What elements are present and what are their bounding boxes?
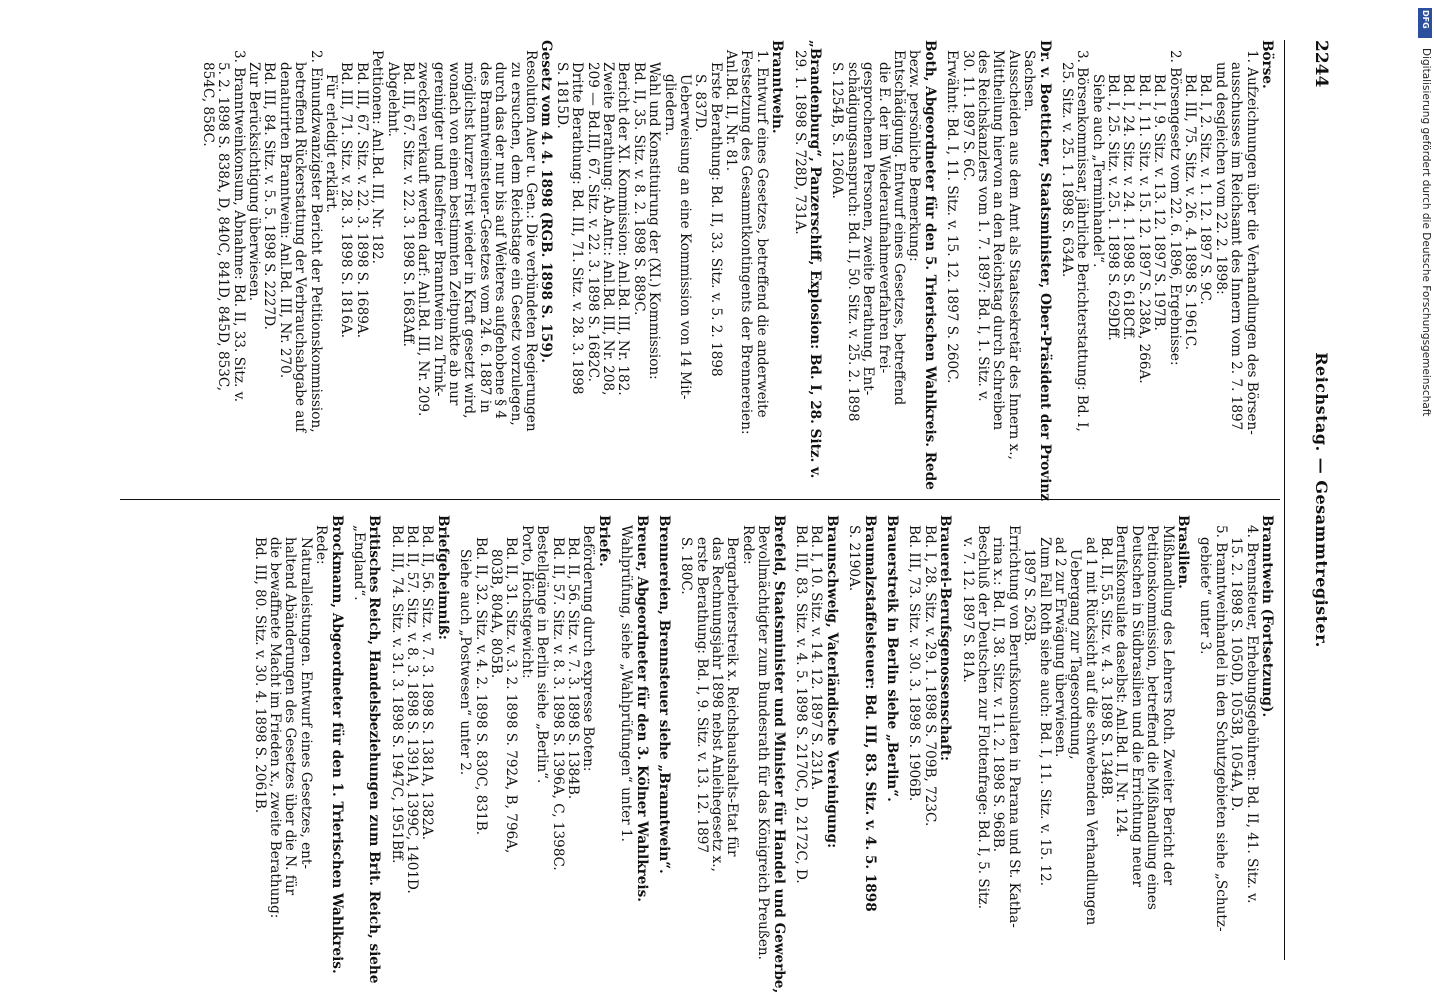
index-line: Bd. II, 32. Sitz. v. 4. 2. 1898 S. 830C, 831B. — [472, 537, 489, 836]
index-line: ad 1 mit Rücksicht auf die schwebenden Verhandlungen — [1082, 537, 1099, 926]
index-line: Bevollmächtigter zum Bundesrath für das Königreich Preußen. — [755, 525, 772, 960]
index-line: gereinigter und fuselfreier Branntwein zu Trink- — [430, 62, 447, 397]
index-line: gliedern. — [661, 74, 678, 136]
index-line: Bd. I, 10. Sitz. v. 14. 12. 1897 S. 231A. — [808, 525, 825, 791]
index-line: Wahlprüfung, siehe „Wahlprüfungen“ unter 1. — [618, 525, 635, 842]
index-line: Siehe auch „Terminhandel“. — [1089, 74, 1106, 268]
index-headword: „Brandenburg“, Panzerschiff, Explosion: Bd. I, 28. Sitz. v. — [807, 40, 824, 479]
index-line: v. 7. 12. 1897 S. 81A. — [959, 537, 976, 683]
index-line: schädigungsanspruch: Bd. II, 50. Sitz. v. 25. 2. 1898 — [844, 62, 861, 422]
index-headword: Brauerei-Berufsgenossenschaft: — [937, 515, 954, 762]
column-divider — [120, 499, 1280, 500]
index-line: Bd. II, 55. Sitz. v. 4. 3. 1898 S. 1348B. — [1098, 537, 1115, 800]
index-line: bezw. persönliche Bemerkung: — [906, 50, 923, 262]
index-line: Bd. I, 28. Sitz. v. 29. 1. 1898 S. 709B, 723C. — [921, 525, 938, 827]
index-line: Ausscheiden aus dem Amt als Staatssekretär des Innern x., — [1005, 50, 1022, 460]
index-line: 1. Aufzeichnungen über die Verhandlungen des Börsen- — [1243, 50, 1260, 435]
page-header — [1295, 40, 1335, 960]
index-line: Deutschen in Südbrasilien und die Errichtung neuer — [1128, 525, 1145, 887]
page-number: 2244 — [1311, 40, 1331, 88]
index-line: Erwähnt: Bd. I, 11. Sitz. v. 15. 12. 1897 S. 260C. — [944, 50, 961, 384]
index-line: Bericht der XI. Kommission: Anl.Bd. III, Nr. 182. — [615, 62, 632, 396]
spacer — [610, 515, 617, 960]
index-line: 1897 S. 263B. — [1021, 549, 1038, 646]
index-line: des Branntweinsteuer-Gesetzes vom 24. 6. 1887 in — [476, 62, 493, 413]
index-line: Bd. II, 57. Sitz. v. 8. 3. 1898 S. 1396A, C, 1398C. — [549, 537, 566, 871]
index-headword: Brefeld, Staatsminister und Minister für Handel und Gewerbe, — [770, 515, 787, 994]
index-line: 209 — Bd.III, 67. Sitz. v. 22. 3. 1898 S. 1682C. — [584, 62, 601, 382]
index-line: Beschluß der Deutschen zur Flottenfrage: Bd. I, 5. Sitz. — [974, 525, 991, 910]
index-line: Erste Berathung: Bd. II, 33. Sitz. v. 5. 2. 1898 — [707, 62, 724, 377]
index-line: Bd. II, 56. Sitz. v. 7. 3. 1898 S. 1381A, 1382A. — [419, 525, 436, 841]
index-line: die E. der im Wiederaufnahmeverfahren frei- — [875, 62, 892, 374]
index-line: Mittheilung hiervon an den Reichstag durch Schreiben — [990, 50, 1007, 431]
index-line: Bd. III, 75. Sitz. v. 26. 4. 1898 S. 1961C. — [1182, 74, 1199, 351]
index-line: Bd. III, 74. Sitz. v. 31. 3. 1898 S. 1947C, 1951Bff. — [388, 525, 405, 864]
index-line: Abgelehnt. — [384, 62, 401, 137]
index-line: zwecken verkauft werden darf: Anl.Bd. III, Nr. 209. — [415, 62, 432, 417]
index-line: Zweite Berathung: Ab.Antr.: Anl.Bd. III, Nr. 208, — [599, 62, 616, 396]
index-line: Entschädigung. Entwurf eines Gesetzes, betreffend — [891, 50, 908, 406]
index-line: 854C, 858C. — [199, 62, 216, 147]
index-line: Ueberweisung an eine Kommission von 14 Mit- — [676, 74, 693, 400]
index-line: Bestellgänge in Berlin siehe „Berlin“. — [534, 525, 551, 784]
index-line: Für erledigt erklärt. — [322, 74, 339, 213]
index-line: Rede: — [739, 525, 756, 565]
index-line: Bd. I, 11. Sitz. v. 15. 12. 1897 S. 238A, 266A. — [1135, 74, 1152, 384]
index-line: Sachsen. — [1021, 50, 1038, 112]
index-line: des Reichskanzlers vom 1. 7. 1897: Bd. I, 1. Sitz. v. — [974, 50, 991, 402]
digitization-credit — [1418, 48, 1434, 808]
index-line: Bd. III, 71. Sitz. v. 28. 3. 1898 S. 1816A. — [338, 62, 355, 339]
index-line: 3. Börsenkommissar, jährliche Berichterstattung: Bd. I, — [1074, 50, 1091, 432]
index-line: Petitionen: Anl.Bd. III, Nr. 182. — [369, 50, 386, 264]
running-title: Reichstag. — Gesammtregister. — [1312, 352, 1331, 648]
index-line: Wahl und Konstituirung der (XI.) Kommission: — [646, 62, 663, 380]
index-line: 5. 2. 1898 S. 838A, D, 840C, 841D, 845D, 853C, — [215, 62, 232, 392]
index-line: „England“. — [350, 525, 367, 601]
index-line: 29. 1. 1898 S. 728D, 731A. — [791, 50, 808, 235]
index-line: Mißhandlung des Lehrers Roth. Zweiter Bericht der — [1159, 525, 1176, 886]
index-line: Bd. I, 2. Sitz. v. 1. 12. 1897 S. 9C. — [1197, 74, 1214, 305]
index-line: denaturirten Branntwein: Anl.Bd. III, Nr. 270. — [276, 62, 293, 379]
index-headword: Gesetz vom 4. 4. 1898 (RGB. 1898 S. 159). — [538, 40, 555, 363]
rotated-register-page — [5, 0, 1365, 1000]
index-headword: Briefgeheimniß: — [434, 515, 451, 640]
index-line: S. 2190A. — [846, 525, 863, 592]
index-line: Bd. II, 31. Sitz. v. 3. 2. 1898 S. 792A, B, 796A, — [503, 537, 520, 854]
index-headword: Branntwein. — [769, 40, 786, 134]
index-line: S. 1815D. — [553, 62, 570, 129]
index-line: zu ersuchen, dem Reichstage ein Gesetz vorzulegen, — [507, 62, 524, 426]
index-line: ad 2 zur Erwägung überwiesen. — [1051, 537, 1068, 758]
index-line: gesprochenen Personen, zweite Berathung, Ent- — [860, 62, 877, 396]
index-line: S. 1254B, S. 1260A. — [829, 62, 846, 199]
index-headword: Breuer, Abgeordneter für den 3. Kölner Wahlkreis. — [633, 515, 650, 902]
index-line: Bd. I, 9. Sitz. v. 13. 12. 1897 S. 197B. — [1151, 74, 1168, 331]
index-line: Bd. II, 35. Sitz. v. 8. 2. 1898 S. 889C. — [630, 62, 647, 316]
index-headword: Brauerstreik in Berlin siehe „Berlin“. — [884, 515, 901, 802]
index-line: rina x.: Bd. II, 38. Sitz. v. 11. 2. 1898 S. 968B. — [990, 537, 1007, 853]
index-line: Dritte Berathung: Bd. III, 71. Sitz. v. 28. 3. 1898 — [569, 62, 586, 395]
index-line: 30. 11. 1897 S. 6C. — [959, 50, 976, 182]
index-line: erste Berathung: Bd. I, 9. Sitz. v. 13. 12. 1897 — [693, 537, 710, 854]
index-line: Bergarbeiterstreik x. Reichshaushalts-Etat für — [724, 537, 741, 857]
index-line: 2. Einundzwanzigster Bericht der Petitionskommission, — [307, 50, 324, 433]
index-line: Bd. II, 57. Sitz. v. 8. 3. 1898 S. 1391A, 1399C, 1401D. — [404, 525, 421, 894]
index-line: Berufskonsulate daselbst: Anl.Bd. II, Nr. 124. — [1113, 525, 1130, 838]
index-line: 803B, 804A, 805B. — [488, 549, 505, 679]
index-headword: Dr. v. Boetticher, Staatsminister, Ober-Präsident der Provinz — [1036, 40, 1053, 502]
index-line: Bd. III, 67. Sitz. v. 22. 3. 1898 S. 1689A. — [353, 62, 370, 339]
index-line: und desgleichen vom 22. 2. 1898: — [1212, 62, 1229, 295]
index-line: möglichst kurzer Frist wieder in Kraft gesetzt wird, — [461, 62, 478, 419]
dfg-logo — [1418, 8, 1432, 38]
index-line: S. 837D. — [692, 74, 709, 133]
index-headword: Braumalzstaffelsteuer: Bd. III, 83. Sitz. v. 4. 5. 1898 — [861, 515, 878, 912]
index-line: Resolution Auer u. Gen.: Die verbündeten Regierungen — [523, 50, 540, 432]
right-column — [250, 515, 1275, 994]
index-line: Petitionskommission, betreffend die Mißhandlung eines — [1144, 525, 1161, 910]
index-line: Bd. I, 24. Sitz. v. 24. 1. 1898 S. 618Cff. — [1120, 74, 1137, 341]
index-line: Anl.Bd. II, Nr. 81. — [723, 50, 740, 172]
index-line: Rede: — [313, 525, 330, 565]
index-line: Bd. III, 80. Sitz. v. 30. 4. 1898 S. 2061B. — [251, 537, 268, 814]
index-line: das Rechnungsjahr 1898 nebst Anleihegesetz x., — [709, 537, 726, 872]
index-line: ausschusses im Reichsamt des Innern vom 2. 7. 1897 — [1228, 62, 1245, 431]
index-line: Bd. III, 67. Sitz. v. 22. 3. 1898 S. 1683Aff. — [399, 62, 416, 347]
index-line: Bd. III, 84. Sitz. v. 5. 5. 1898 S. 2227D. — [261, 62, 278, 330]
index-line: Festsetzung des Gesammtkontingents der Brennereien: — [738, 50, 755, 435]
index-line: Beförderung durch expresse Boten: — [580, 525, 597, 772]
index-line: 3. Branntweinkonsum, Abnahme: Bd. II, 33. Sitz. v. — [230, 50, 247, 403]
index-line: Bd. I, 25. Sitz. v. 25. 1. 1898 S. 629Dff. — [1105, 74, 1122, 341]
index-headword: Brockmann, Abgeordneter für den 1. Trierischen Wahlkreis. — [328, 515, 345, 974]
index-line: durch das der nur bis auf Weiteres aufgehobene § 4 — [492, 62, 509, 420]
index-line: Siehe auch „Postwesen“ unter 2. — [457, 549, 474, 776]
index-line: Porto, Höchstgewicht: — [518, 525, 535, 679]
index-line: Bd. III, 83. Sitz. v. 4. 5. 1898 S. 2170C, D, 2172C, D. — [793, 525, 810, 884]
index-headword: Brennereien, Brennsteuer siehe „Branntwein“. — [655, 515, 672, 874]
index-line: betreffend Rückerstattung der Verbrauchsabgabe auf — [292, 62, 309, 433]
index-line: wonach von einem bestimmten Zeitpunkte ab nur — [446, 62, 463, 406]
index-headword: Britisches Reich, Handelsbeziehungen zum Brit. Reich, siehe — [366, 515, 383, 984]
index-line: Bd. III, 73. Sitz. v. 30. 3. 1898 S. 1906B. — [906, 525, 923, 802]
index-line: 15. 2. 1898 S. 1050D, 1053B, 1054A, D. — [1228, 537, 1245, 812]
index-line: gebiete“ unter 3. — [1197, 537, 1214, 655]
index-line: die bewaffnete Macht im Frieden x., zweite Berathung: — [266, 537, 283, 919]
index-line: Bd. II, 56. Sitz. v. 7. 3. 1898 S. 1384B. — [564, 537, 581, 800]
index-line: 5. Branntweinhandel in den Schutzgebieten siehe „Schutz- — [1212, 525, 1229, 932]
index-line: 25. Sitz. v. 25. 1. 1898 S. 634A. — [1058, 62, 1075, 278]
index-headword: Börse. — [1259, 40, 1275, 89]
index-line: 2. Börsengesetz vom 22. 6. 1896, Ergebnisse: — [1166, 50, 1183, 366]
index-headword: Briefe. — [595, 515, 612, 567]
index-headword: Braunschweig, Vaterländische Vereinigung: — [823, 515, 840, 849]
index-line: Zur Berücksichtigung überwiesen. — [246, 62, 262, 302]
header-rule — [1284, 40, 1285, 960]
index-headword: Branntwein (Fortsetzung). — [1259, 515, 1275, 718]
index-headword: Brasilien. — [1175, 515, 1192, 589]
index-line: 1. Entwurf eines Gesetzes, betreffend die anderweite — [753, 50, 770, 418]
index-line: S. 180C. — [678, 537, 695, 595]
dfg-logo-text: DFG — [1421, 10, 1430, 29]
index-line: haltend Abänderungen des Gesetzes über die N. für — [282, 537, 299, 896]
index-line: 4. Brennsteuer, Erhebungsgebühren: Bd. II, 41. Sitz. v. — [1243, 525, 1260, 904]
credit-text: Digitalisierung gefördert durch die Deutsche Forschungsgemeinschaft — [1420, 48, 1432, 417]
index-line: Zum Fall Roth siehe auch: Bd. I, 11. Sitz. v. 15. 12. — [1036, 537, 1053, 887]
left-column — [198, 40, 1275, 502]
index-line: Naturalleistungen. Entwurf eines Gesetzes, ent- — [297, 537, 314, 869]
index-line: Uebergang zur Tagesordnung, — [1067, 549, 1084, 760]
index-headword: Both, Abgeordneter für den 5. Trierischen Wahlkreis. Rede — [921, 40, 938, 490]
index-line: Errichtung von Berufskonsulaten in Parana und St. Katha- — [1005, 525, 1022, 928]
